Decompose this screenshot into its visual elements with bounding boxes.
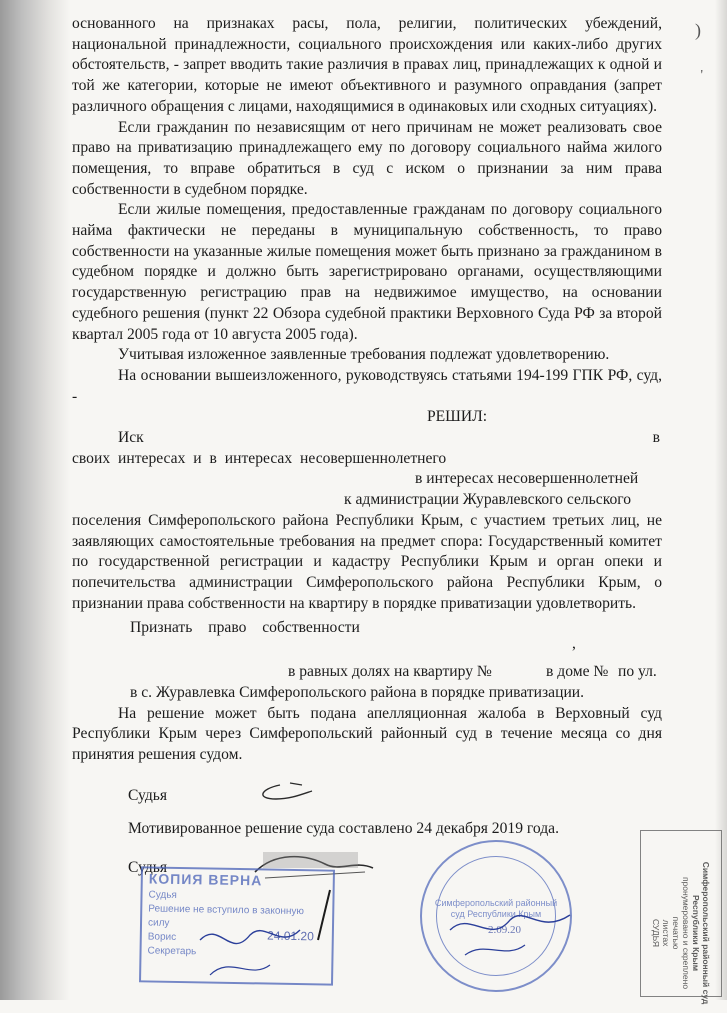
copy-stamp-line: Решение не вступило в законную (148, 903, 305, 918)
copy-stamp-line: силу (147, 917, 170, 929)
recognize-line-3 (72, 683, 662, 704)
recognize-start: Признать право собственности (130, 619, 360, 637)
paragraph-right-to-privatize: Если гражданин по независящим от него причинам не может реализовать свое право на приватизацию принадлежащего ему по договору социального найма жилого помещения, то вправе обратиться в суд с иском о признании за ним права собственности в судебном порядке. (72, 118, 662, 198)
document-body (72, 14, 662, 766)
recognize-comma: , (572, 635, 576, 653)
claim-line-4-text: к администрации Журавлевского сельского (344, 491, 632, 509)
claim-line-1 (72, 428, 662, 449)
copy-stamp-line: Судья (148, 889, 177, 901)
decision-heading: РЕШИЛ: (426, 408, 488, 426)
motivated-decision-note: Мотивированное решение суда составлено 24 декабря 2019 года. (128, 820, 560, 837)
claim-start: Иск (118, 429, 144, 447)
judge-label-2: Судья (128, 859, 168, 876)
copy-stamp-date: 24.01.20 (266, 928, 314, 944)
scan-shadow-left (0, 0, 70, 1000)
clerk-signature (180, 880, 340, 990)
copy-stamp-line: Ворис (147, 931, 177, 943)
recognize-line-3-text: в с. Журавлевка Симферопольского района в порядке приватизации. (130, 684, 585, 702)
claim-right: в (652, 429, 660, 447)
binding-label-line: листах (661, 919, 671, 947)
binding-label-line: пронумеровано и скреплено (681, 876, 691, 990)
claim-line-3-text: в интересах несовершеннолетней (415, 470, 639, 488)
copy-stamp-line: Секретарь (147, 945, 197, 958)
binding-label-line: СУДЬЯ (651, 919, 661, 947)
binding-label (640, 830, 722, 1005)
claim-line-3 (72, 469, 662, 490)
margin-mark: ) (695, 20, 701, 40)
recognize-line-1b (72, 635, 662, 662)
house-no: в доме № (546, 663, 609, 681)
judge-label-1: Судья (128, 787, 168, 804)
street: по ул. (618, 663, 657, 681)
claim-line-2 (72, 449, 662, 470)
round-stamp-date: 2.09.20 (488, 924, 521, 936)
paragraph-based-on: На основании вышеизложенного, руководствуясь статьями 194-199 ГПК РФ, суд, - (72, 366, 662, 405)
paragraph-not-transferred: Если жилые помещения, предоставленные гражданам по договору социального найма фактически не переданы в муниципальную собственность, то право собственности на указанные жилые помещения может быть признано за гражданином в судебном порядке и должно быть зарегистрировано органами, осуществляющими государственную регистрацию прав на недвижимое имущество, на основании судебного решения (пункт 22 Обзора судебной практики Верховного Суда РФ за второй квартал 2005 года от 10 августа 2005 года). (72, 201, 662, 343)
judge-signature-1 (250, 775, 320, 805)
binding-label-title: Симферопольский районный суд Республики Крым (691, 861, 711, 1005)
claim-line-2-text: своих интересах и в интересах несовершеннолетнего (72, 449, 447, 467)
paragraph-appeal: На решение может быть подана апелляционная жалоба в Верховный суд Республики Крым через Симферопольский районный суд в течение месяца со дня принятия решения судом. (72, 704, 662, 764)
margin-mark: ' (700, 68, 703, 83)
stamp-signature (440, 890, 610, 970)
paragraph-equality: основанного на признаках расы, пола, религии, политических убеждений, национальной принадлежности, социального происхождения или каких-либо других обстоятельств, - запрет вводить такие различия в правах лиц, принадлежащих к одной и той же категории, которые не имеют объективного и разумного оправдания (запрет различного обращения с лицами, находящимися в одинаковых или сходных ситуациях). (72, 15, 662, 115)
copy-stamp-title: КОПИЯ ВЕРНА (148, 870, 263, 889)
binding-label-line: печатью (671, 916, 681, 950)
paragraph-claim-rest: поселения Симферопольского района Республики Крым, с участием третьих лиц, не заявляющих самостоятельные требования на предмет спора: Государственный комитет по государственной регистрации и кадастру Республики Крым и орган опеки и попечительства администрации Симферопольского района Республики Крым, о признании права собственности на квартиру в порядке приватизации удовлетворить. (72, 511, 662, 612)
claim-line-4 (72, 490, 662, 511)
apartment-no: в равных долях на квартиру № (288, 663, 492, 681)
round-stamp-text: Симферопольский районный суд Республики Крым (434, 898, 558, 919)
paragraph-conclusion: Учитывая изложенное заявленные требования подлежат удовлетворению. (118, 346, 610, 364)
recognize-line-2 (72, 662, 662, 683)
